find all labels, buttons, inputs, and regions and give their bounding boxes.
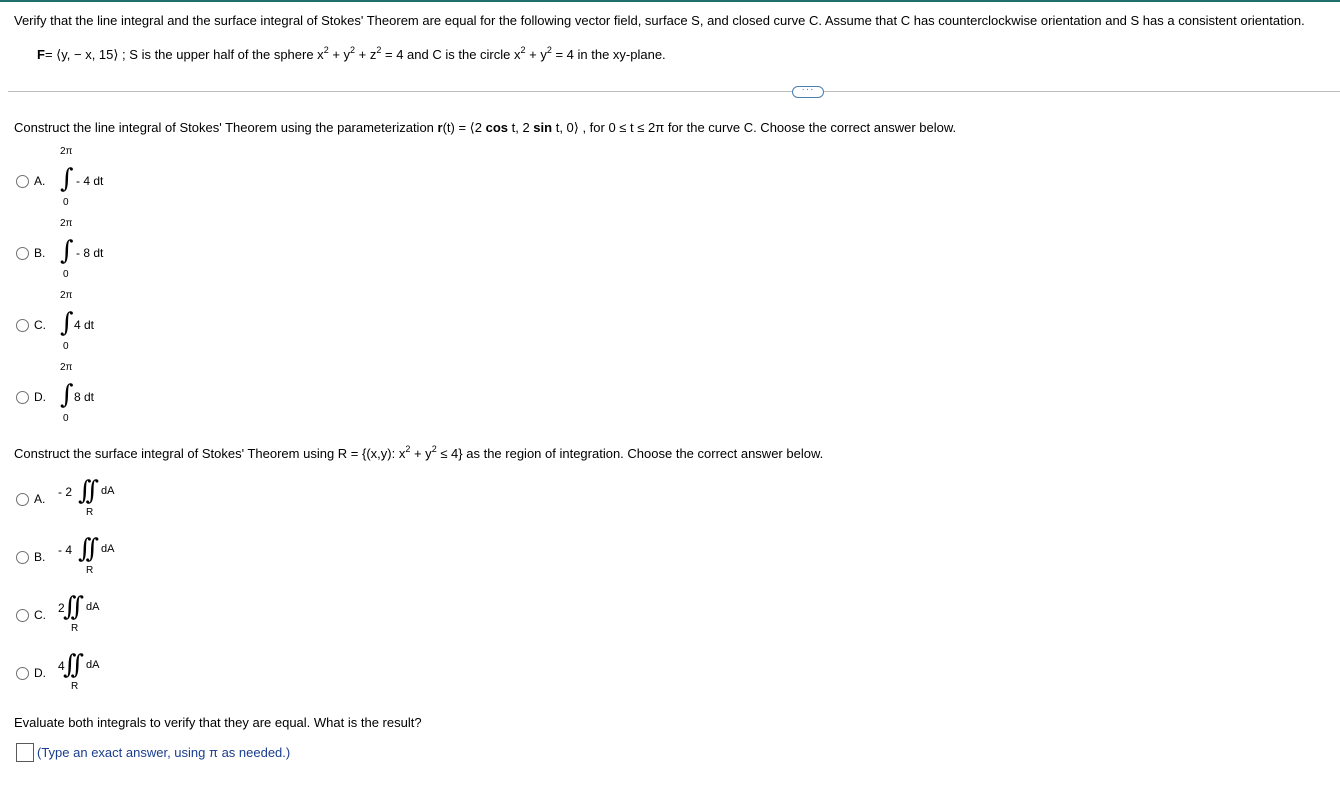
region-label: R: [86, 507, 94, 518]
option-letter: A.: [34, 174, 46, 188]
question-instruction: Verify that the line integral and the surface integral of Stokes' Theorem are equal for the following vector field, surface S, and closed curve C. Assume that C has counterclockwise orientation and S has a consistent orientation.: [14, 13, 1305, 28]
option-letter: A.: [34, 492, 46, 506]
region-label: R: [71, 681, 79, 692]
integrand: - 8 dt: [76, 246, 104, 260]
part3-prompt: Evaluate both integrals to verify that they are equal. What is the result?: [14, 715, 422, 730]
option-letter: B.: [34, 550, 46, 564]
radio-button[interactable]: [16, 175, 29, 188]
region-label: R: [71, 623, 79, 634]
more-options-button[interactable]: ···: [792, 86, 824, 98]
lower-limit: 0: [63, 341, 69, 352]
integrand: dA: [86, 659, 100, 671]
radio-button[interactable]: [16, 609, 29, 622]
part1-prompt: Construct the line integral of Stokes' Theorem using the parameterization r(t) = ⟨2 cos t, 2 sin t, 0⟩ , for 0 ≤ t ≤ 2π for the curve C. Choose the correct answer below.: [14, 120, 957, 135]
coefficient: 2: [58, 601, 65, 615]
option-letter: B.: [34, 246, 46, 260]
double-integral-sign: ∫∫: [63, 592, 79, 622]
integrand: dA: [101, 485, 115, 497]
upper-limit: 2π: [60, 218, 73, 229]
integrand: dA: [101, 543, 115, 555]
part2-prompt: Construct the surface integral of Stokes' Theorem using R = {(x,y): $x^2 + y^2 \le 4$} as the region of integration. Choose the correct answer below.: [14, 443, 824, 461]
upper-limit: 2π: [60, 362, 73, 373]
double-integral-sign: ∫∫: [63, 650, 79, 680]
radio-button[interactable]: [16, 319, 29, 332]
vector-field-statement: F= ⟨y, − x, 15⟩ ; S is the upper half of the sphere $x^2 + y^2 + z^2 = 4$ and C is the circle $x^2 + y^2 = 4$ in the xy-plane.: [37, 44, 666, 62]
integral-sign: ∫: [60, 308, 74, 338]
region-label: R: [86, 565, 94, 576]
coefficient: - 4: [58, 543, 73, 557]
answer-hint: (Type an exact answer, using π as needed.): [37, 745, 291, 760]
integral-sign: ∫: [60, 236, 74, 266]
upper-limit: 2π: [60, 146, 73, 157]
upper-limit: 2π: [60, 290, 73, 301]
double-integral-sign: ∫∫: [78, 534, 94, 564]
integrand: 8 dt: [74, 390, 95, 404]
integral-sign: ∫: [60, 380, 74, 410]
section-divider: [8, 91, 1340, 92]
radio-button[interactable]: [16, 247, 29, 260]
lower-limit: 0: [63, 413, 69, 424]
answer-input[interactable]: [16, 743, 34, 762]
option-letter: D.: [34, 666, 46, 680]
radio-button[interactable]: [16, 667, 29, 680]
coefficient: 4: [58, 659, 65, 673]
option-letter: D.: [34, 390, 46, 404]
double-integral-sign: ∫∫: [78, 476, 94, 506]
option-letter: C.: [34, 608, 46, 622]
coefficient: - 2: [58, 485, 73, 499]
integrand: dA: [86, 601, 100, 613]
lower-limit: 0: [63, 197, 69, 208]
radio-button[interactable]: [16, 551, 29, 564]
integrand: - 4 dt: [76, 174, 104, 188]
top-accent-bar: [0, 0, 1340, 2]
integrand: 4 dt: [74, 318, 95, 332]
option-letter: C.: [34, 318, 46, 332]
radio-button[interactable]: [16, 493, 29, 506]
integral-sign: ∫: [60, 164, 74, 194]
radio-button[interactable]: [16, 391, 29, 404]
lower-limit: 0: [63, 269, 69, 280]
